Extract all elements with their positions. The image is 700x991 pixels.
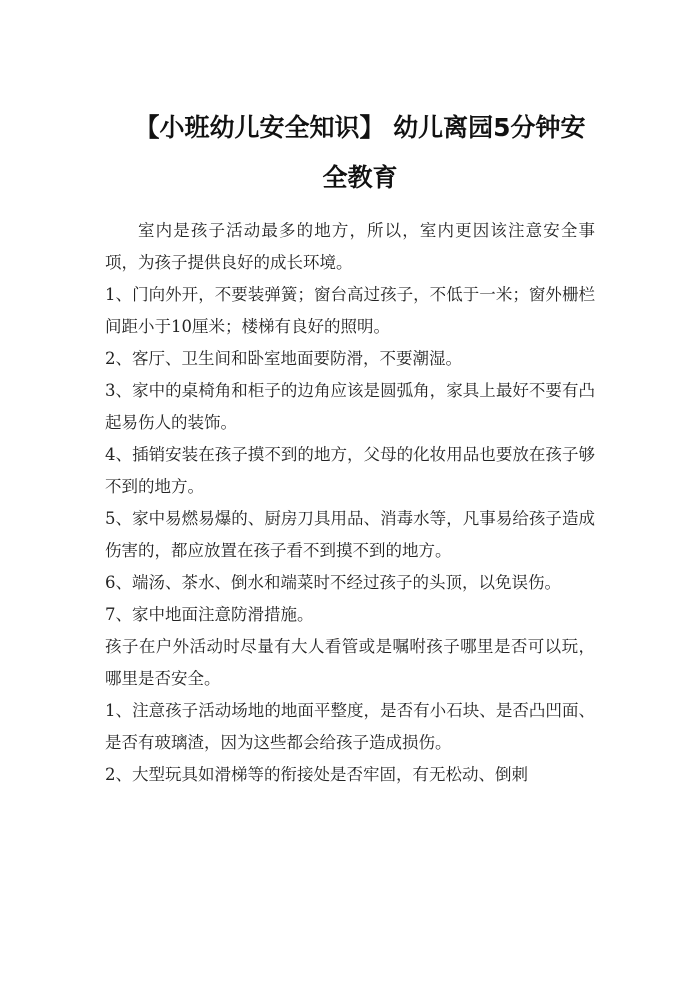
indoor-item-1: 1、门向外开，不要装弹簧；窗台高过孩子，不低于一米；窗外栅栏间距小于10厘米；楼梯有良好的照明。 (105, 285, 595, 336)
document-title (60, 103, 660, 203)
outdoor-intro-paragraph: 孩子在户外活动时尽量有大人看管或是嘱咐孩子哪里是否可以玩，哪里是否安全。 (105, 637, 595, 688)
document-body (105, 215, 595, 791)
indoor-item-4: 4、插销安装在孩子摸不到的地方，父母的化妆用品也要放在孩子够不到的地方。 (105, 445, 595, 496)
indoor-item-3: 3、家中的桌椅角和柜子的边角应该是圆弧角，家具上最好不要有凸起易伤人的装饰。 (105, 381, 595, 432)
indoor-item-6: 6、端汤、茶水、倒水和端菜时不经过孩子的头顶，以免误伤。 (105, 573, 561, 592)
outdoor-item-1: 1、注意孩子活动场地的地面平整度，是否有小石块、是否凸凹面、是否有玻璃渣，因为这些都会给孩子造成损伤。 (105, 701, 595, 752)
title-line-2: 全教育 (322, 163, 398, 192)
intro-paragraph: 室内是孩子活动最多的地方，所以，室内更因该注意安全事项，为孩子提供良好的成长环境。 (105, 221, 595, 272)
outdoor-item-2: 2、大型玩具如滑梯等的衔接处是否牢固，有无松动、倒刺 (105, 765, 528, 784)
indoor-item-5: 5、家中易燃易爆的、厨房刀具用品、消毒水等，凡事易给孩子造成伤害的，都应放置在孩子看不到摸不到的地方。 (105, 509, 595, 560)
indoor-item-7: 7、家中地面注意防滑措施。 (105, 605, 314, 624)
indoor-item-2: 2、客厅、卫生间和卧室地面要防滑，不要潮湿。 (105, 349, 462, 368)
title-line-1: 【小班幼儿安全知识】 幼儿离园5分钟安 (134, 113, 586, 142)
